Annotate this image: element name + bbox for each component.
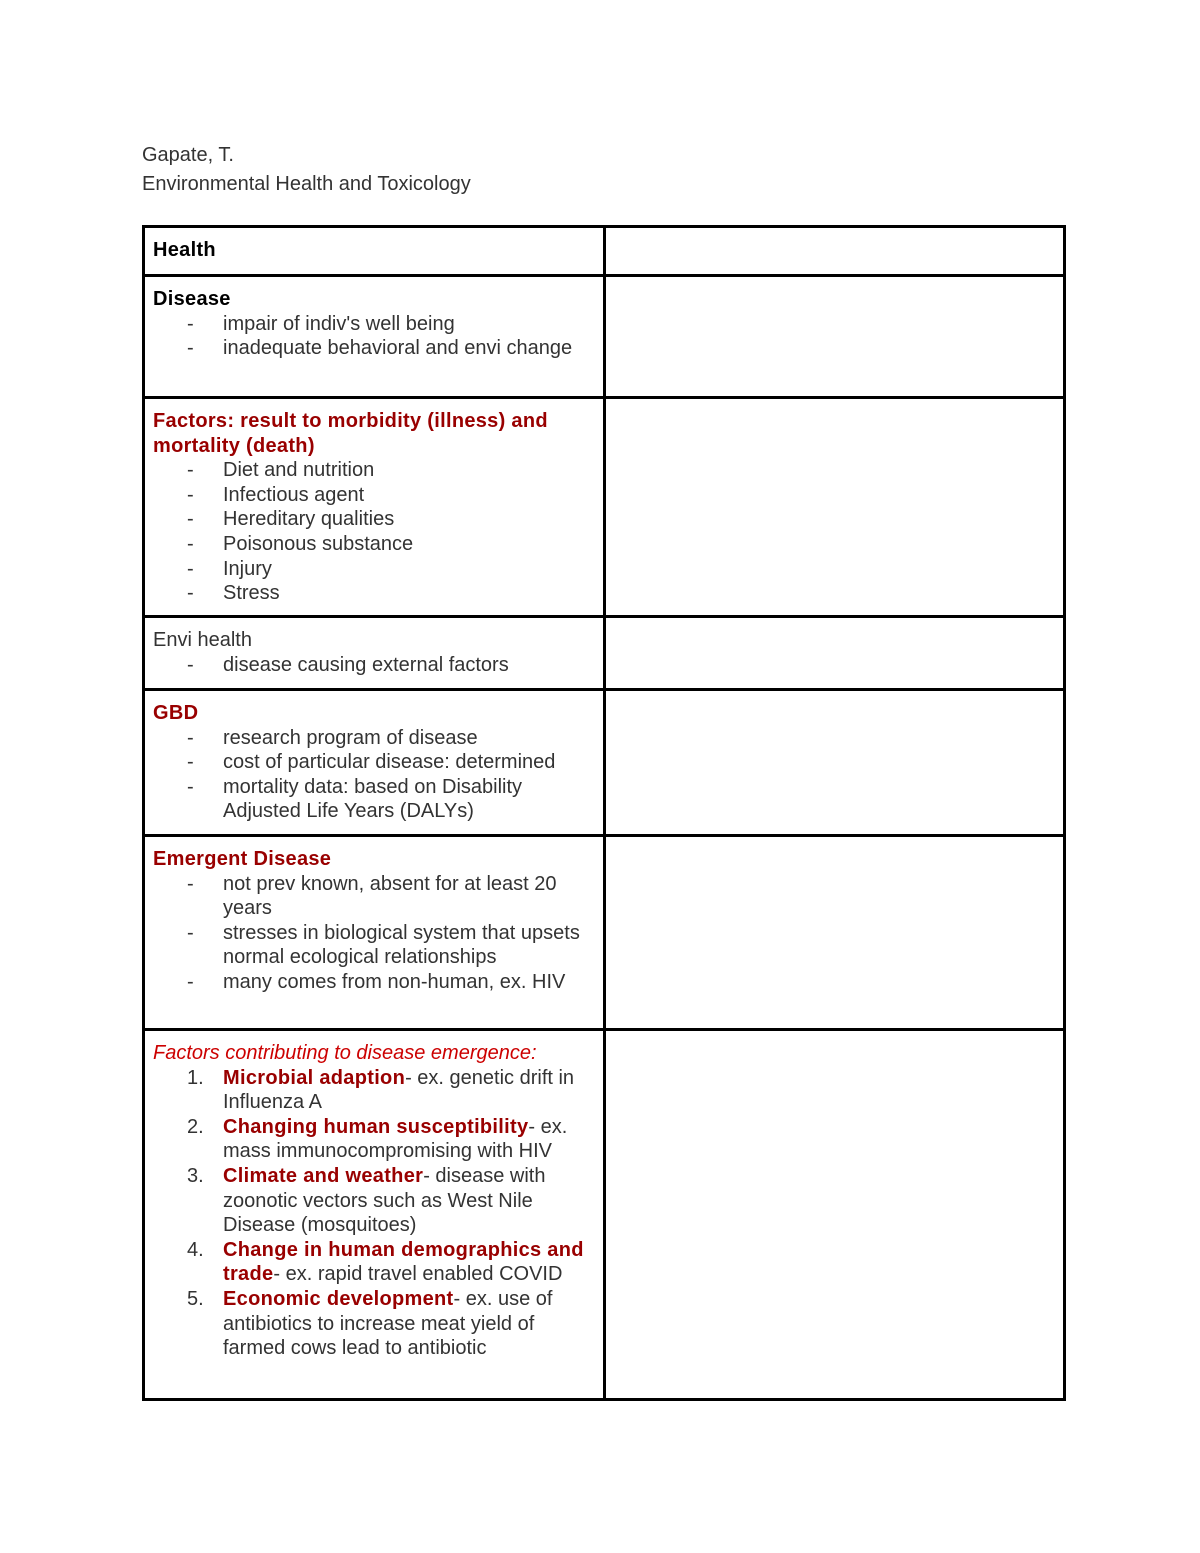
author-name: Gapate, T. bbox=[142, 144, 234, 166]
table-row bbox=[144, 836, 1065, 1030]
row-factors-left bbox=[144, 398, 605, 617]
list-number: 3. bbox=[187, 1164, 204, 1187]
health-heading: Health bbox=[153, 239, 216, 261]
list-item: - Hereditary qualities bbox=[153, 507, 595, 532]
emergent-heading: Emergent Disease bbox=[153, 848, 332, 870]
emergence-factors-list bbox=[153, 1066, 595, 1361]
row-gbd-right bbox=[605, 690, 1065, 836]
list-item: - Poisonous substance bbox=[153, 532, 595, 557]
list-item: - not prev known, absent for at least 20 years bbox=[153, 872, 595, 921]
row-emergence-left bbox=[144, 1030, 605, 1400]
factor-text: - ex. genetic drift in Influenza A bbox=[223, 1066, 575, 1114]
course-title: Environmental Health and Toxicology bbox=[142, 173, 471, 195]
table-row bbox=[144, 690, 1065, 836]
gbd-heading: GBD bbox=[153, 702, 199, 724]
factor-term: Microbial adaption bbox=[223, 1066, 406, 1089]
row-envi-right bbox=[605, 617, 1065, 690]
factor-term: Economic development bbox=[223, 1287, 454, 1310]
row-emergence-right bbox=[605, 1030, 1065, 1400]
row-emergent-left bbox=[144, 836, 605, 1030]
list-number: 2. bbox=[187, 1115, 204, 1138]
row-disease-right bbox=[605, 276, 1065, 398]
table-row bbox=[144, 617, 1065, 690]
disease-list bbox=[153, 312, 595, 361]
list-item bbox=[153, 1066, 595, 1115]
emergence-factors-heading: Factors contributing to disease emergence: bbox=[153, 1042, 537, 1064]
list-number: 4. bbox=[187, 1238, 204, 1261]
list-item bbox=[153, 1115, 595, 1164]
factor-text: - ex. rapid travel enabled COVID bbox=[273, 1263, 563, 1286]
list-item: - Injury bbox=[153, 557, 595, 582]
factor-text: - ex. use of antibiotics to increase meat yield of farmed cows lead to antibiotic bbox=[223, 1287, 553, 1360]
factor-term: Change in human demographics and trade bbox=[223, 1238, 584, 1286]
notes-table bbox=[142, 225, 1066, 1401]
factor-text: - disease with zoonotic vectors such as West Nile Disease (mosquitoes) bbox=[223, 1164, 546, 1237]
list-item: - Infectious agent bbox=[153, 483, 595, 508]
disease-heading: Disease bbox=[153, 288, 231, 310]
table-row bbox=[144, 227, 1065, 276]
list-item bbox=[153, 1238, 595, 1287]
list-item: - mortality data: based on Disability Adjusted Life Years (DALYs) bbox=[153, 775, 595, 824]
row-health-right bbox=[605, 227, 1065, 276]
list-item: - many comes from non-human, ex. HIV bbox=[153, 970, 595, 995]
list-item: - Stress bbox=[153, 581, 595, 606]
row-envi-left bbox=[144, 617, 605, 690]
row-gbd-left bbox=[144, 690, 605, 836]
row-health-left bbox=[144, 227, 605, 276]
row-disease-left bbox=[144, 276, 605, 398]
list-item: - cost of particular disease: determined bbox=[153, 750, 595, 775]
factor-text: - ex. mass immunocompromising with HIV bbox=[223, 1115, 568, 1163]
envi-health-heading: Envi health bbox=[153, 629, 252, 651]
list-item: - disease causing external factors bbox=[153, 653, 595, 678]
list-item: - impair of indiv's well being bbox=[153, 312, 595, 337]
row-emergent-right bbox=[605, 836, 1065, 1030]
list-item: - inadequate behavioral and envi change bbox=[153, 336, 595, 361]
row-factors-right bbox=[605, 398, 1065, 617]
table-row bbox=[144, 276, 1065, 398]
list-item: - Diet and nutrition bbox=[153, 458, 595, 483]
factor-term: Climate and weather bbox=[223, 1164, 424, 1187]
list-item: - stresses in biological system that upsets normal ecological relationships bbox=[153, 921, 595, 970]
list-item bbox=[153, 1164, 595, 1238]
emergent-list bbox=[153, 872, 595, 995]
list-number: 1. bbox=[187, 1066, 204, 1089]
envi-health-list bbox=[153, 653, 595, 678]
table-row bbox=[144, 398, 1065, 617]
list-item: - research program of disease bbox=[153, 726, 595, 751]
factor-term: Changing human susceptibility bbox=[223, 1115, 529, 1138]
factors-list bbox=[153, 458, 595, 606]
gbd-list bbox=[153, 726, 595, 824]
list-item bbox=[153, 1287, 595, 1361]
table-row bbox=[144, 1030, 1065, 1400]
list-number: 5. bbox=[187, 1287, 204, 1310]
factors-heading: Factors: result to morbidity (illness) and mortality (death) bbox=[153, 410, 548, 457]
